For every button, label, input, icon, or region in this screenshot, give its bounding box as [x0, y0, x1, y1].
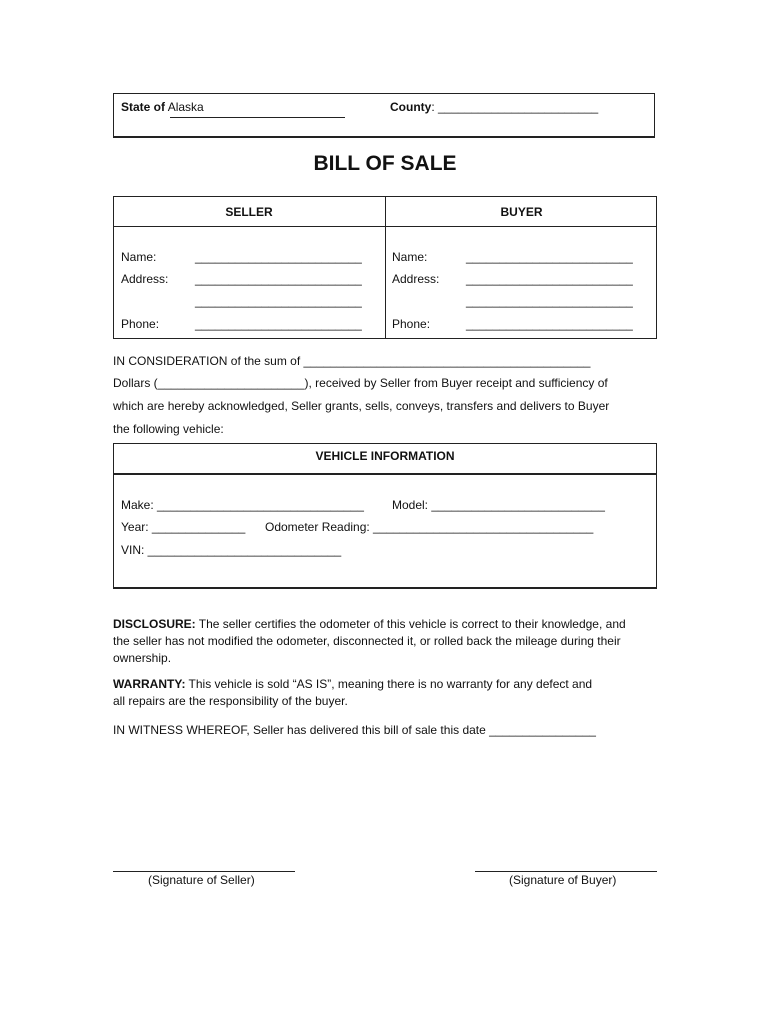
- seller-address-label: Address:: [121, 272, 169, 286]
- vehicle-year-field[interactable]: Year: ______________: [121, 520, 246, 534]
- buyer-heading: BUYER: [500, 205, 543, 219]
- warranty-paragraph: [113, 676, 592, 710]
- disclosure-text-1: The seller certifies the odometer of this vehicle is correct to their knowledge, and: [195, 617, 626, 631]
- disclosure-line-2: the seller has not modified the odometer, disconnected it, or rolled back the mileage during their: [113, 634, 621, 648]
- seller-address-field[interactable]: _________________________: [195, 272, 362, 286]
- warranty-line-2: all repairs are the responsibility of the buyer.: [113, 694, 348, 708]
- vehicle-vin-field[interactable]: VIN: _____________________________: [121, 543, 342, 557]
- seller-name-field[interactable]: _________________________: [195, 250, 362, 264]
- buyer-phone-label: Phone:: [392, 317, 431, 331]
- state-underline: [170, 117, 345, 118]
- county-blank: : ________________________: [431, 100, 599, 114]
- vehicle-info-divider: [113, 473, 657, 475]
- disclosure-label: DISCLOSURE:: [113, 617, 196, 631]
- buyer-signature-caption: (Signature of Buyer): [509, 873, 617, 887]
- warranty-line-1: [113, 676, 592, 693]
- county-label: County: [390, 100, 432, 114]
- seller-address-field-2[interactable]: _________________________: [195, 294, 362, 308]
- buyer-address-field[interactable]: _________________________: [466, 272, 633, 286]
- vehicle-info-heading: VEHICLE INFORMATION: [315, 449, 455, 463]
- disclosure-line-3: ownership.: [113, 651, 172, 665]
- buyer-address-label: Address:: [392, 272, 440, 286]
- consideration-line-1: IN CONSIDERATION of the sum of ___________________________________________: [113, 354, 591, 368]
- seller-phone-label: Phone:: [121, 317, 160, 331]
- state-field[interactable]: [121, 100, 204, 114]
- seller-phone-field[interactable]: _________________________: [195, 317, 362, 331]
- vehicle-info-box: [113, 443, 657, 589]
- vehicle-model-field[interactable]: Model: __________________________: [392, 498, 605, 512]
- disclosure-line-1: [113, 616, 626, 633]
- seller-name-label: Name:: [121, 250, 157, 264]
- consideration-line-3: which are hereby acknowledged, Seller grants, sells, conveys, transfers and delivers to Buyer: [113, 399, 610, 413]
- party-table-header-divider: [113, 226, 657, 227]
- buyer-address-field-2[interactable]: _________________________: [466, 294, 633, 308]
- buyer-name-field[interactable]: _________________________: [466, 250, 633, 264]
- consideration-line-2: Dollars (______________________), received by Seller from Buyer receipt and sufficiency of: [113, 376, 608, 390]
- buyer-phone-field[interactable]: _________________________: [466, 317, 633, 331]
- state-label: State of: [121, 100, 166, 114]
- document-title: BILL OF SALE: [313, 152, 457, 175]
- vehicle-make-field[interactable]: Make: _______________________________: [121, 498, 364, 512]
- seller-heading: SELLER: [225, 205, 273, 219]
- vehicle-odometer-field[interactable]: Odometer Reading: _________________________________: [265, 520, 594, 534]
- buyer-signature-line[interactable]: [475, 871, 657, 872]
- disclosure-paragraph: [113, 616, 626, 667]
- warranty-text-1: This vehicle is sold “AS IS”, meaning there is no warranty for any defect and: [185, 677, 593, 691]
- county-field[interactable]: [390, 100, 598, 114]
- seller-signature-caption: (Signature of Seller): [148, 873, 255, 887]
- warranty-label: WARRANTY:: [113, 677, 186, 691]
- buyer-name-label: Name:: [392, 250, 428, 264]
- witness-statement: IN WITNESS WHEREOF, Seller has delivered this bill of sale this date ________________: [113, 723, 596, 737]
- state-value: Alaska: [167, 100, 204, 114]
- seller-signature-line[interactable]: [113, 871, 295, 872]
- consideration-line-4: the following vehicle:: [113, 422, 224, 436]
